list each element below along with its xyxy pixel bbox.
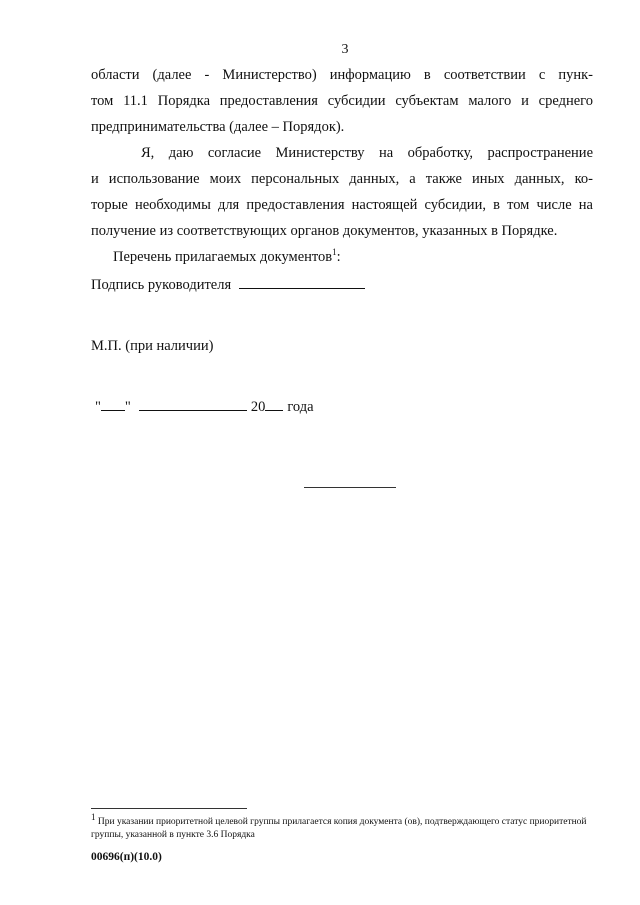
attachments-list-heading: [91, 244, 593, 270]
signature-blank: [239, 274, 365, 289]
page-number: 3: [341, 42, 349, 57]
date-line: [95, 397, 314, 416]
footnote: [91, 811, 596, 842]
date-open-quote: ": [95, 399, 101, 415]
month-blank: [139, 397, 247, 411]
stamp-label: М.П. (при наличии): [91, 338, 214, 354]
paragraph-consent: [91, 140, 593, 244]
paragraph-line: и использование моих персональных данных, а также иных данных, ко-: [91, 171, 593, 187]
attachments-colon: :: [336, 249, 341, 265]
day-blank: [101, 397, 125, 411]
paragraph-line: торые необходимы для предоставления настоящей субсидии, в том числе на: [91, 197, 593, 213]
end-divider: [304, 487, 396, 488]
paragraph-line: предпринимательства (далее – Порядок).: [91, 119, 345, 135]
document-code: 00696(п)(10.0): [91, 851, 162, 863]
attachments-label: Перечень прилагаемых документов: [113, 249, 333, 265]
attachments-label-line: [91, 244, 593, 270]
signature-label: Подпись руководителя: [91, 277, 232, 293]
year-century: 20: [250, 399, 266, 415]
footnote-mark: 1: [91, 811, 96, 822]
footnote-divider: [91, 808, 247, 809]
date-close-quote: ": [124, 399, 131, 415]
year-blank: [265, 397, 283, 411]
paragraph-line: Я, даю согласие Министерству на обработку, распространение: [141, 145, 593, 161]
signature-line: [91, 274, 365, 294]
paragraph-line: получение из соответствующих органов документов, указанных в Порядке.: [91, 223, 558, 239]
paragraph-line: том 11.1 Порядка предоставления субсидии субъектам малого и среднего: [91, 93, 593, 109]
footnote-reference: 1: [332, 247, 337, 258]
paragraph-ministry-info: [91, 62, 593, 140]
footnote-text: При указании приоритетной целевой группы прилагается копия документа (ов), подтверждающего статус приоритетной группы, указанной в пункте 3.6 Порядка: [91, 817, 587, 840]
paragraph-line: области (далее - Министерство) информацию в соответствии с пунк-: [91, 67, 593, 83]
year-word: года: [287, 399, 314, 415]
